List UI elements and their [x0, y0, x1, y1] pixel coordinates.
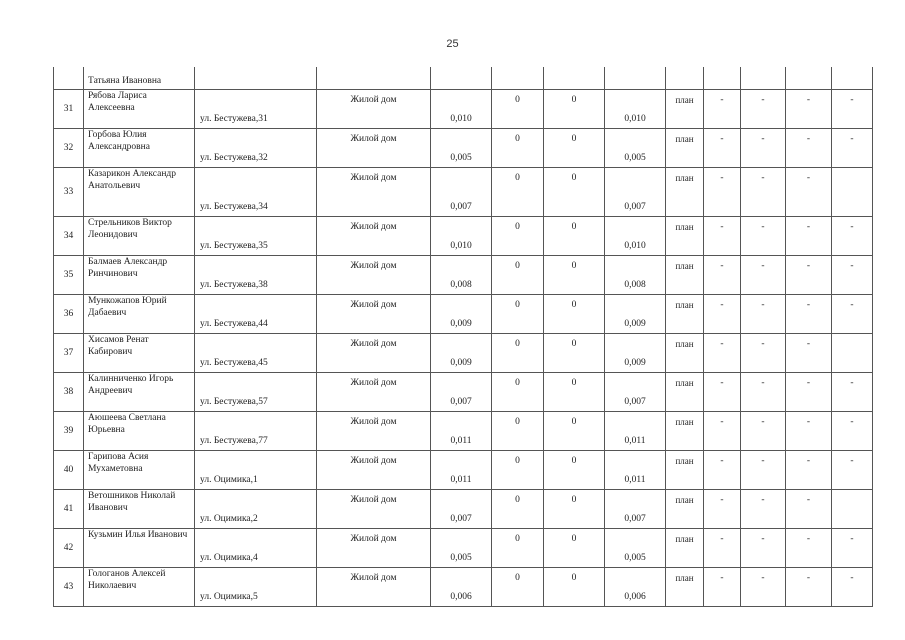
cell-area: 0,006 — [431, 568, 492, 607]
cell-d1: - — [704, 129, 741, 168]
cell-address — [195, 67, 317, 90]
cell-address: ул. Оцимика,1 — [195, 451, 317, 490]
table-row — [54, 168, 873, 217]
cell-area2: 0,010 — [605, 90, 666, 129]
page-number: 25 — [446, 38, 459, 50]
table-row — [54, 529, 873, 568]
cell-status: план — [666, 412, 704, 451]
table-row — [54, 451, 873, 490]
cell-zero2: 0 — [544, 412, 605, 451]
cell-type: Жилой дом — [317, 451, 431, 490]
cell-area2: 0,007 — [605, 168, 666, 217]
cell-name: Хисамов Ренат Кабирович — [84, 334, 195, 373]
cell-d3: - — [786, 217, 832, 256]
cell-zero2: 0 — [544, 568, 605, 607]
cell-d1: - — [704, 373, 741, 412]
cell-status: план — [666, 217, 704, 256]
cell-d1: - — [704, 451, 741, 490]
cell-address: ул. Бестужева,77 — [195, 412, 317, 451]
cell-status: план — [666, 168, 704, 217]
table-row — [54, 90, 873, 129]
cell-address: ул. Бестужева,45 — [195, 334, 317, 373]
cell-type: Жилой дом — [317, 334, 431, 373]
land-plots-table — [53, 67, 873, 607]
cell-zero1: 0 — [492, 373, 544, 412]
cell-num: 38 — [54, 373, 84, 412]
cell-zero1: 0 — [492, 217, 544, 256]
cell-zero1: 0 — [492, 256, 544, 295]
cell-num: 32 — [54, 129, 84, 168]
cell-d1: - — [704, 168, 741, 217]
cell-num: 33 — [54, 168, 84, 217]
cell-d1: - — [704, 568, 741, 607]
cell-d1 — [704, 67, 741, 90]
cell-d3: - — [786, 451, 832, 490]
cell-d1: - — [704, 529, 741, 568]
cell-num: 36 — [54, 295, 84, 334]
cell-address: ул. Оцимика,5 — [195, 568, 317, 607]
table-row — [54, 568, 873, 607]
cell-type: Жилой дом — [317, 568, 431, 607]
cell-d4 — [832, 334, 873, 373]
cell-address: ул. Бестужева,34 — [195, 168, 317, 217]
cell-num: 43 — [54, 568, 84, 607]
cell-area: 0,005 — [431, 129, 492, 168]
cell-status: план — [666, 256, 704, 295]
cell-num: 42 — [54, 529, 84, 568]
cell-area: 0,010 — [431, 217, 492, 256]
cell-address: ул. Бестужева,57 — [195, 373, 317, 412]
cell-zero2: 0 — [544, 256, 605, 295]
cell-area2: 0,005 — [605, 529, 666, 568]
table-row — [54, 129, 873, 168]
cell-type: Жилой дом — [317, 217, 431, 256]
table-row — [54, 256, 873, 295]
cell-type: Жилой дом — [317, 90, 431, 129]
table-row — [54, 295, 873, 334]
cell-d3: - — [786, 529, 832, 568]
cell-d3: - — [786, 568, 832, 607]
cell-type — [317, 67, 431, 90]
cell-address: ул. Бестужева,38 — [195, 256, 317, 295]
cell-d2: - — [741, 295, 786, 334]
cell-type: Жилой дом — [317, 373, 431, 412]
cell-area2 — [605, 67, 666, 90]
cell-d1: - — [704, 256, 741, 295]
cell-zero1: 0 — [492, 412, 544, 451]
cell-num: 41 — [54, 490, 84, 529]
cell-zero2: 0 — [544, 168, 605, 217]
cell-area: 0,009 — [431, 334, 492, 373]
cell-d3: - — [786, 412, 832, 451]
cell-area2: 0,010 — [605, 217, 666, 256]
cell-d4: - — [832, 529, 873, 568]
cell-status: план — [666, 529, 704, 568]
cell-zero1: 0 — [492, 129, 544, 168]
cell-d2: - — [741, 256, 786, 295]
cell-type: Жилой дом — [317, 295, 431, 334]
cell-area2: 0,011 — [605, 451, 666, 490]
cell-zero2: 0 — [544, 217, 605, 256]
cell-num: 31 — [54, 90, 84, 129]
cell-d4: - — [832, 256, 873, 295]
cell-type: Жилой дом — [317, 412, 431, 451]
cell-zero1: 0 — [492, 295, 544, 334]
cell-d4: - — [832, 295, 873, 334]
cell-d1: - — [704, 217, 741, 256]
cell-num — [54, 67, 84, 90]
table-row — [54, 217, 873, 256]
cell-zero1 — [492, 67, 544, 90]
cell-d2: - — [741, 217, 786, 256]
cell-area2: 0,011 — [605, 412, 666, 451]
table-row — [54, 490, 873, 529]
cell-name: Балмаев Александр Ринчинович — [84, 256, 195, 295]
cell-d2 — [741, 67, 786, 90]
cell-zero2: 0 — [544, 295, 605, 334]
cell-type: Жилой дом — [317, 168, 431, 217]
cell-area: 0,005 — [431, 529, 492, 568]
cell-zero1: 0 — [492, 451, 544, 490]
cell-d3: - — [786, 295, 832, 334]
cell-area: 0,007 — [431, 490, 492, 529]
cell-zero1: 0 — [492, 90, 544, 129]
cell-d2: - — [741, 529, 786, 568]
cell-area2: 0,009 — [605, 334, 666, 373]
cell-d2: - — [741, 90, 786, 129]
cell-d3: - — [786, 490, 832, 529]
cell-status: план — [666, 334, 704, 373]
cell-area2: 0,007 — [605, 490, 666, 529]
cell-zero1: 0 — [492, 168, 544, 217]
cell-d2: - — [741, 412, 786, 451]
cell-name: Гарипова Асия Мухаметовна — [84, 451, 195, 490]
cell-zero2 — [544, 67, 605, 90]
cell-area: 0,011 — [431, 451, 492, 490]
cell-type: Жилой дом — [317, 129, 431, 168]
cell-d3 — [786, 67, 832, 90]
cell-zero2: 0 — [544, 90, 605, 129]
cell-area2: 0,008 — [605, 256, 666, 295]
cell-zero1: 0 — [492, 490, 544, 529]
cell-d2: - — [741, 451, 786, 490]
cell-name: Рябова Лариса Алексеевна — [84, 90, 195, 129]
cell-d4: - — [832, 568, 873, 607]
cell-d2: - — [741, 168, 786, 217]
cell-d2: - — [741, 129, 786, 168]
cell-name: Мункожапов Юрий Дабаевич — [84, 295, 195, 334]
cell-address: ул. Бестужева,35 — [195, 217, 317, 256]
cell-d2: - — [741, 490, 786, 529]
cell-status: план — [666, 490, 704, 529]
cell-address: ул. Бестужева,31 — [195, 90, 317, 129]
cell-num: 39 — [54, 412, 84, 451]
cell-status: план — [666, 373, 704, 412]
table-row-continuation — [54, 67, 873, 90]
cell-type: Жилой дом — [317, 529, 431, 568]
cell-d4: - — [832, 412, 873, 451]
table-body — [54, 67, 873, 607]
cell-area: 0,009 — [431, 295, 492, 334]
table-row — [54, 373, 873, 412]
cell-zero2: 0 — [544, 129, 605, 168]
table-row — [54, 334, 873, 373]
cell-zero2: 0 — [544, 529, 605, 568]
cell-d3: - — [786, 168, 832, 217]
cell-type: Жилой дом — [317, 490, 431, 529]
cell-num: 40 — [54, 451, 84, 490]
cell-area2: 0,005 — [605, 129, 666, 168]
table-row — [54, 412, 873, 451]
cell-area: 0,011 — [431, 412, 492, 451]
cell-zero2: 0 — [544, 490, 605, 529]
cell-status: план — [666, 295, 704, 334]
cell-address: ул. Оцимика,4 — [195, 529, 317, 568]
cell-area: 0,007 — [431, 373, 492, 412]
cell-d4 — [832, 490, 873, 529]
cell-zero1: 0 — [492, 529, 544, 568]
cell-d3: - — [786, 90, 832, 129]
cell-d3: - — [786, 373, 832, 412]
cell-area2: 0,007 — [605, 373, 666, 412]
cell-address: ул. Оцимика,2 — [195, 490, 317, 529]
cell-area: 0,007 — [431, 168, 492, 217]
cell-status: план — [666, 568, 704, 607]
cell-status: план — [666, 451, 704, 490]
cell-area2: 0,006 — [605, 568, 666, 607]
cell-name: Казарикон Александр Анатольевич — [84, 168, 195, 217]
cell-name: Горбова Юлия Александровна — [84, 129, 195, 168]
cell-zero1: 0 — [492, 334, 544, 373]
cell-name: Аюшеева Светлана Юрьевна — [84, 412, 195, 451]
cell-name: Гологанов Алексей Николаевич — [84, 568, 195, 607]
cell-d4: - — [832, 90, 873, 129]
cell-d4: - — [832, 129, 873, 168]
cell-name: Ветошников Николай Иванович — [84, 490, 195, 529]
cell-num: 34 — [54, 217, 84, 256]
cell-d4: - — [832, 451, 873, 490]
cell-d1: - — [704, 490, 741, 529]
cell-area: 0,008 — [431, 256, 492, 295]
cell-d1: - — [704, 90, 741, 129]
cell-d2: - — [741, 373, 786, 412]
cell-name: Кузьмин Илья Иванович — [84, 529, 195, 568]
cell-name: Стрельников Виктор Леонидович — [84, 217, 195, 256]
cell-d4 — [832, 168, 873, 217]
cell-d3: - — [786, 334, 832, 373]
cell-d1: - — [704, 295, 741, 334]
cell-d3: - — [786, 256, 832, 295]
cell-num: 35 — [54, 256, 84, 295]
cell-area: 0,010 — [431, 90, 492, 129]
cell-d4 — [832, 67, 873, 90]
cell-type: Жилой дом — [317, 256, 431, 295]
cell-d2: - — [741, 334, 786, 373]
cell-zero2: 0 — [544, 451, 605, 490]
cell-status: план — [666, 129, 704, 168]
cell-d1: - — [704, 412, 741, 451]
cell-d2: - — [741, 568, 786, 607]
cell-zero1: 0 — [492, 568, 544, 607]
cell-d1: - — [704, 334, 741, 373]
cell-status — [666, 67, 704, 90]
cell-d4: - — [832, 373, 873, 412]
cell-area2: 0,009 — [605, 295, 666, 334]
cell-status: план — [666, 90, 704, 129]
cell-area — [431, 67, 492, 90]
cell-address: ул. Бестужева,44 — [195, 295, 317, 334]
cell-zero2: 0 — [544, 373, 605, 412]
cell-d4: - — [832, 217, 873, 256]
cell-address: ул. Бестужева,32 — [195, 129, 317, 168]
cell-name: Калинниченко Игорь Андреевич — [84, 373, 195, 412]
cell-d3: - — [786, 129, 832, 168]
cell-num: 37 — [54, 334, 84, 373]
cell-name: Татьяна Ивановна — [84, 67, 195, 90]
cell-zero2: 0 — [544, 334, 605, 373]
